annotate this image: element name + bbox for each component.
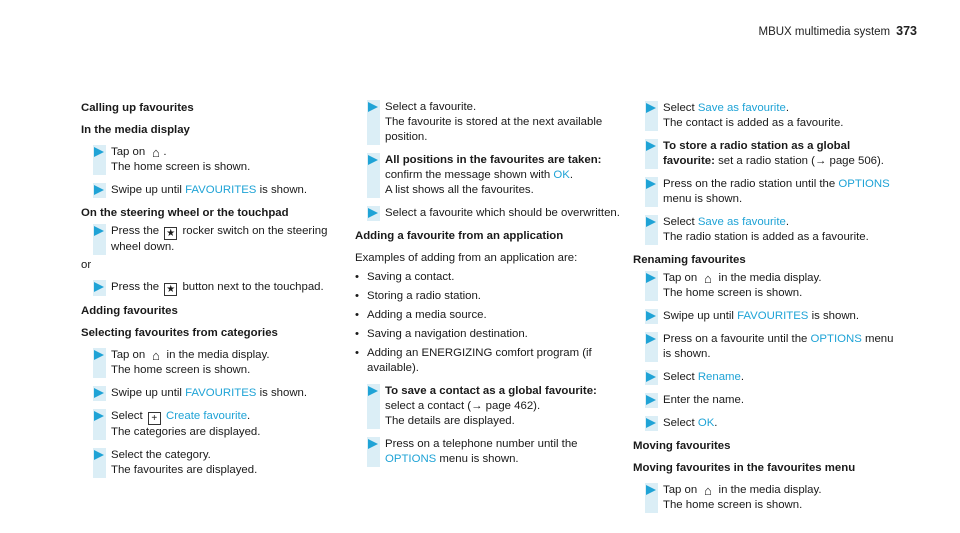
- step: Select Save as favourite. The contact is added as a favourite.: [633, 101, 898, 131]
- heading-selecting-categories: Selecting favourites from categories: [81, 327, 278, 339]
- step-arrow-icon: [368, 155, 378, 165]
- home-icon: ⌂: [703, 271, 712, 286]
- heading-steering-wheel: On the steering wheel or the touchpad: [81, 207, 289, 219]
- heading-media-display: In the media display: [81, 124, 190, 136]
- step: Tap on ⌂ . The home screen is shown.: [81, 145, 351, 175]
- step-arrow-icon: [94, 450, 104, 460]
- step: Tap on ⌂ in the media display. The home screen is shown.: [633, 483, 898, 513]
- list-item: • Saving a contact.: [355, 270, 627, 285]
- step-arrow-icon: [94, 282, 104, 292]
- step-arrow-icon: [368, 386, 378, 396]
- column-1: [81, 101, 351, 486]
- list-item: • Storing a radio station.: [355, 289, 627, 304]
- step: Select Rename.: [633, 370, 898, 385]
- step: Swipe up until FAVOURITES is shown.: [633, 309, 898, 324]
- step-arrow-icon: [646, 418, 656, 428]
- column-2: [355, 100, 627, 475]
- step-arrow-icon: [646, 372, 656, 382]
- step-arrow-icon: [94, 147, 104, 157]
- step: Press on the radio station until the OPTIONS menu is shown.: [633, 177, 898, 207]
- page-number: 373: [896, 24, 917, 38]
- step: Swipe up until FAVOURITES is shown.: [81, 183, 351, 198]
- heading-moving-in-menu: Moving favourites in the favourites menu: [633, 462, 856, 474]
- examples-list: [355, 270, 627, 376]
- star-icon: ★: [164, 227, 177, 240]
- step-arrow-icon: [94, 388, 104, 398]
- list-item: • Adding a media source.: [355, 308, 627, 323]
- step-arrow-icon: [94, 350, 104, 360]
- step: Select Save as favourite. The radio station is added as a favourite.: [633, 215, 898, 245]
- step-arrow-icon: [646, 334, 656, 344]
- home-icon: ⌂: [703, 483, 712, 498]
- step: Tap on ⌂ in the media display. The home screen is shown.: [633, 271, 898, 301]
- plus-icon: +: [148, 412, 161, 425]
- step: Press the ★ button next to the touchpad.: [81, 280, 351, 296]
- step-arrow-icon: [368, 102, 378, 112]
- step-arrow-icon: [646, 103, 656, 113]
- step-arrow-icon: [646, 485, 656, 495]
- or-text: or: [81, 259, 92, 271]
- heading-renaming-favourites: Renaming favourites: [633, 254, 746, 266]
- step-arrow-icon: [646, 141, 656, 151]
- step-arrow-icon: [368, 208, 378, 218]
- step-arrow-icon: [646, 311, 656, 321]
- running-header: [759, 24, 918, 38]
- examples-text: Examples of adding from an application are:: [355, 252, 578, 264]
- header-title: MBUX multimedia system: [758, 26, 891, 38]
- step: Select the category. The favourites are displayed.: [81, 448, 351, 478]
- heading-adding-favourites: Adding favourites: [81, 305, 178, 317]
- step: Tap on ⌂ in the media display. The home screen is shown.: [81, 348, 351, 378]
- heading-moving-favourites: Moving favourites: [633, 440, 731, 452]
- step-arrow-icon: [646, 273, 656, 283]
- step-arrow-icon: [646, 395, 656, 405]
- step: Press the ★ rocker switch on the steering wheel down.: [81, 224, 351, 255]
- step: Select + Create favourite. The categories are displayed.: [81, 409, 351, 440]
- step-arrow-icon: [368, 439, 378, 449]
- step: Press on a favourite until the OPTIONS menu is shown.: [633, 332, 898, 362]
- heading-calling-favourites: Calling up favourites: [81, 102, 194, 114]
- step: Select a favourite which should be overwritten.: [355, 206, 627, 221]
- step: Select a favourite. The favourite is stored at the next available position.: [355, 100, 627, 145]
- step: Enter the name.: [633, 393, 898, 408]
- home-icon: ⌂: [151, 145, 160, 160]
- step-arrow-icon: [94, 411, 104, 421]
- step-arrow-icon: [94, 226, 104, 236]
- step: All positions in the favourites are taken: confirm the message shown with OK. A list shows all the favourites.: [355, 153, 627, 198]
- step-arrow-icon: [94, 185, 104, 195]
- home-icon: ⌂: [151, 348, 160, 363]
- step: Swipe up until FAVOURITES is shown.: [81, 386, 351, 401]
- star-icon: ★: [164, 283, 177, 296]
- step-arrow-icon: [646, 217, 656, 227]
- step-arrow-icon: [646, 179, 656, 189]
- column-3: [633, 101, 898, 521]
- list-item: • Adding an ENERGIZING comfort program (if available).: [355, 346, 627, 376]
- heading-adding-from-application: Adding a favourite from an application: [355, 230, 564, 242]
- step: To store a radio station as a global favourite: set a radio station (→ page 506).: [633, 139, 898, 169]
- step: Select OK.: [633, 416, 898, 431]
- step: To save a contact as a global favourite: select a contact (→ page 462). The details are displayed.: [355, 384, 627, 429]
- step: Press on a telephone number until the OPTIONS menu is shown.: [355, 437, 627, 467]
- list-item: • Saving a navigation destination.: [355, 327, 627, 342]
